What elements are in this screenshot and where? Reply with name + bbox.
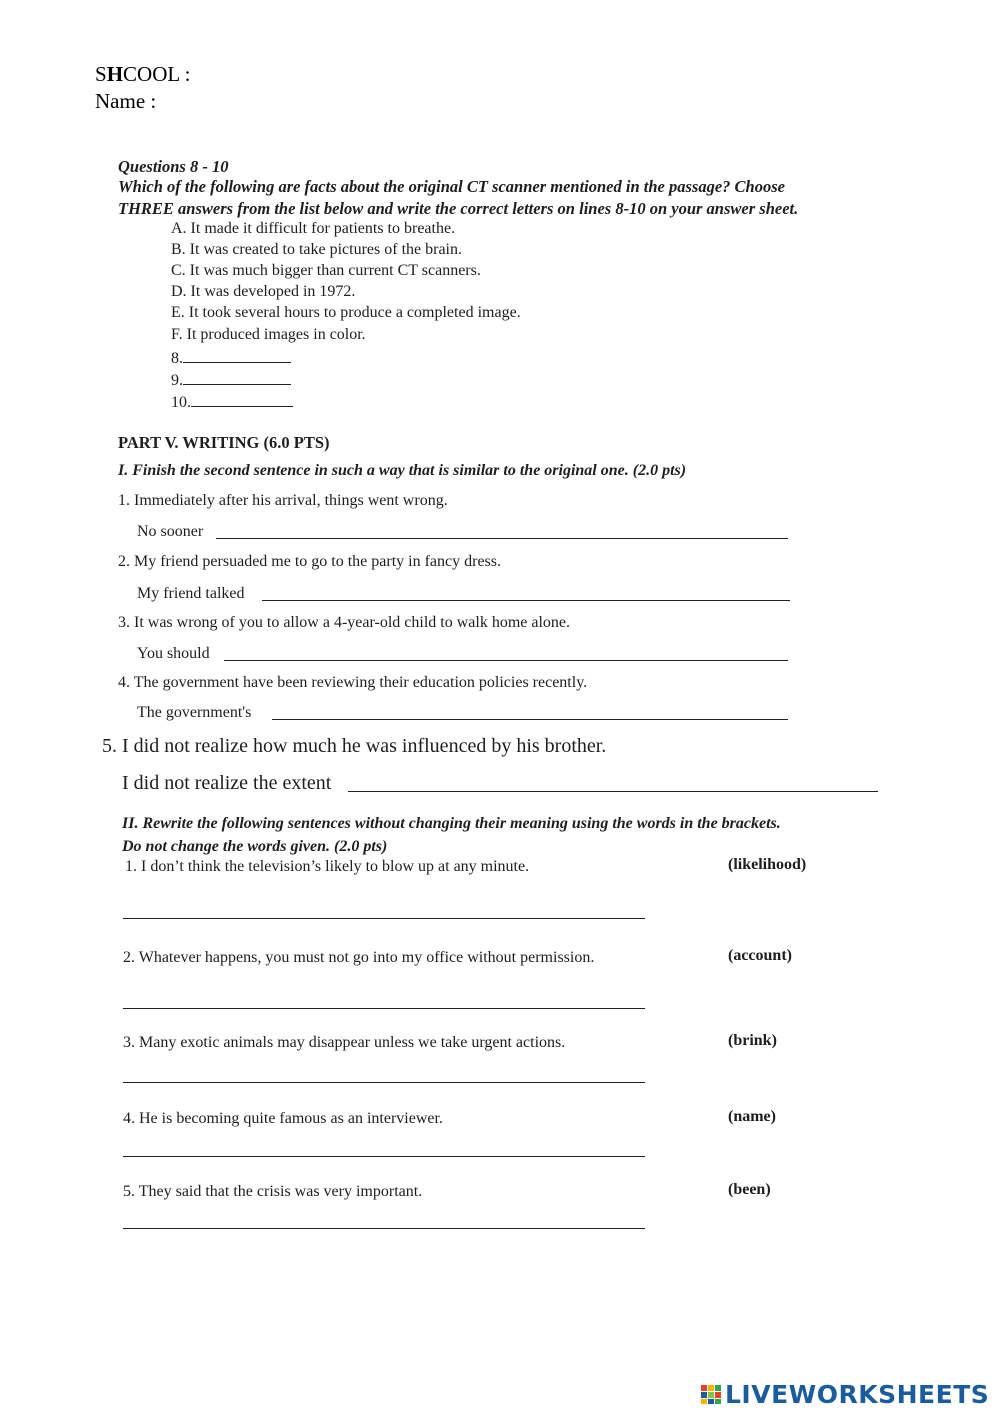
- questions-title: Questions 8 - 10: [118, 157, 229, 176]
- s1-item2-answer-line[interactable]: [262, 600, 790, 601]
- s2-item4-keyword: (name): [728, 1108, 776, 1125]
- part5-title: PART V. WRITING (6.0 PTS): [118, 433, 330, 452]
- s2-item4-answer-line[interactable]: [123, 1156, 645, 1157]
- answer-line-8[interactable]: [183, 348, 291, 363]
- s2-item3-keyword: (brink): [728, 1032, 777, 1049]
- s1-item4-prompt: The government's: [137, 704, 252, 721]
- s1-item3-sentence: 3. It was wrong of you to allow a 4-year-old child to walk home alone.: [118, 614, 571, 631]
- section2-instruction-line1: II. Rewrite the following sentences without changing their meaning using the words in the brackets.: [122, 815, 781, 832]
- s2-item4-sentence: 4. He is becoming quite famous as an interviewer.: [123, 1110, 443, 1127]
- s1-item4-answer-line[interactable]: [272, 719, 788, 720]
- s2-item1-keyword: (likelihood): [728, 856, 807, 873]
- s1-item5-answer-line[interactable]: [348, 791, 878, 792]
- questions-instruction-line1: Which of the following are facts about the original CT scanner mentioned in the passage? Choose: [118, 177, 785, 196]
- s1-item3-answer-line[interactable]: [224, 660, 788, 661]
- answer-blank-9: 9.: [171, 370, 291, 390]
- liveworksheets-logo[interactable]: [700, 1381, 989, 1407]
- s1-item2-prompt: My friend talked: [137, 585, 245, 602]
- s2-item1-answer-line[interactable]: [123, 918, 645, 919]
- s1-item5-prompt: I did not realize the extent: [122, 772, 332, 794]
- s2-item1-sentence: 1. I don’t think the television’s likely to blow up at any minute.: [125, 858, 530, 875]
- answer-blank-10: 10.: [171, 392, 293, 412]
- section1-instruction: I. Finish the second sentence in such a way that is similar to the original one. (2.0 pts): [118, 462, 687, 479]
- s1-item4-sentence: 4. The government have been reviewing their education policies recently.: [118, 674, 588, 691]
- s2-item3-answer-line[interactable]: [123, 1082, 645, 1083]
- school-label: SHCOOL :: [95, 62, 191, 86]
- option-b: B. It was created to take pictures of the brain.: [171, 241, 462, 258]
- s1-item3-prompt: You should: [137, 645, 210, 662]
- s2-item5-keyword: (been): [728, 1181, 771, 1198]
- liveworksheets-logo-icon: [700, 1383, 722, 1405]
- s2-item2-keyword: (account): [728, 947, 792, 964]
- option-d: D. It was developed in 1972.: [171, 283, 356, 300]
- answer-blank-8: 8.: [171, 348, 291, 368]
- option-a: A. It made it difficult for patients to breathe.: [171, 220, 456, 237]
- s1-item1-answer-line[interactable]: [216, 538, 788, 539]
- option-c: C. It was much bigger than current CT scanners.: [171, 262, 481, 279]
- option-e: E. It took several hours to produce a completed image.: [171, 304, 521, 321]
- s2-item5-sentence: 5. They said that the crisis was very important.: [123, 1183, 423, 1200]
- s2-item3-sentence: 3. Many exotic animals may disappear unless we take urgent actions.: [123, 1034, 566, 1051]
- questions-instruction-line2: THREE answers from the list below and write the correct letters on lines 8-10 on your answer sheet.: [118, 199, 799, 218]
- s1-item2-sentence: 2. My friend persuaded me to go to the party in fancy dress.: [118, 553, 502, 570]
- s2-item5-answer-line[interactable]: [123, 1228, 645, 1229]
- answer-line-9[interactable]: [183, 370, 291, 385]
- logo-text: LIVEWORKSHEETS: [725, 1379, 990, 1409]
- section2-instruction-line2: Do not change the words given. (2.0 pts): [122, 838, 388, 855]
- answer-line-10[interactable]: [191, 392, 293, 407]
- s2-item2-sentence: 2. Whatever happens, you must not go into my office without permission.: [123, 949, 595, 966]
- s1-item1-sentence: 1. Immediately after his arrival, things went wrong.: [118, 492, 448, 509]
- s2-item2-answer-line[interactable]: [123, 1008, 645, 1009]
- name-label: Name :: [95, 89, 157, 113]
- s1-item5-sentence: 5. I did not realize how much he was influenced by his brother.: [102, 735, 607, 757]
- s1-item1-prompt: No sooner: [137, 523, 204, 540]
- option-f: F. It produced images in color.: [171, 326, 366, 343]
